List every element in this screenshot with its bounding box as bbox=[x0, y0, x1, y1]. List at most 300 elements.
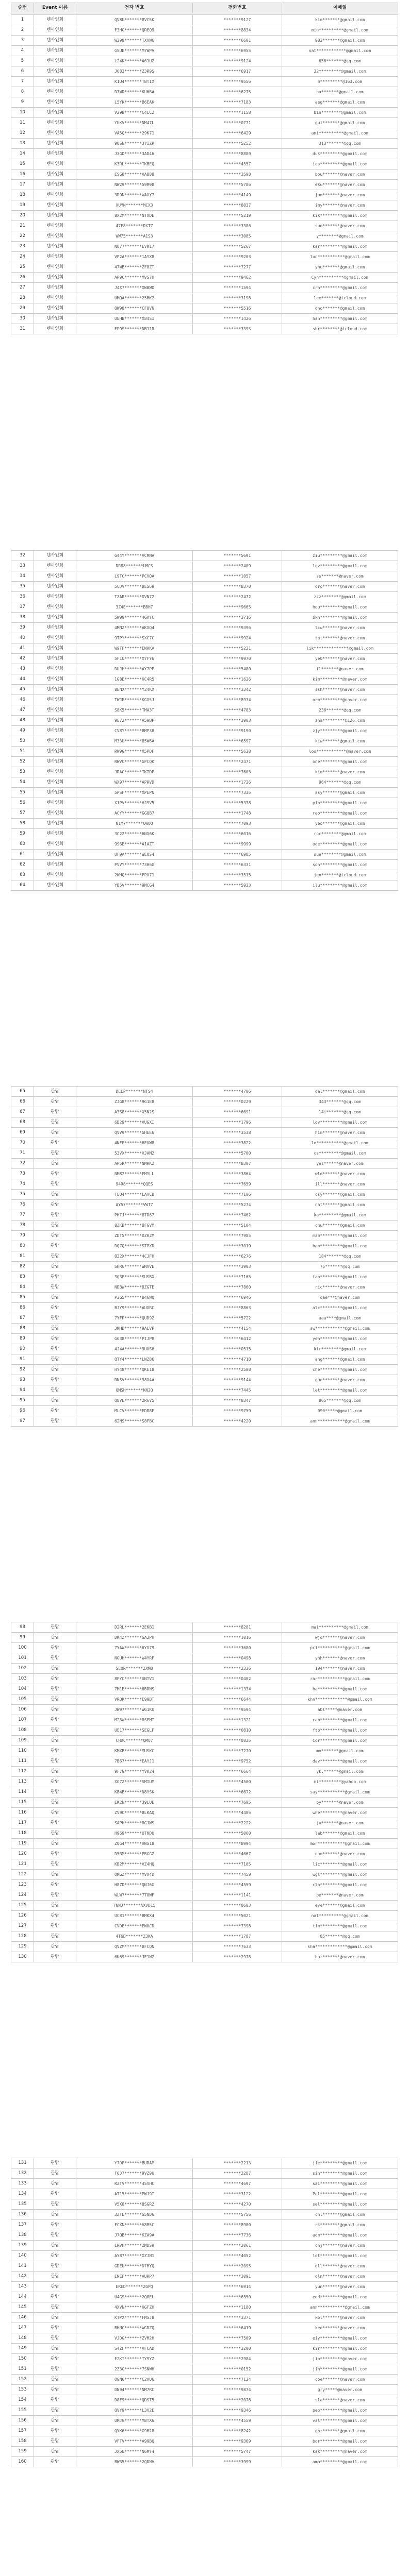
table-cell[interactable]: ama*********@gmail.com bbox=[282, 2457, 398, 2467]
table-cell[interactable]: 19 bbox=[11, 200, 34, 211]
table-cell[interactable]: 관람 bbox=[34, 1705, 76, 1715]
table-cell[interactable]: *******2472 bbox=[193, 592, 282, 602]
table-cell[interactable]: 39 bbox=[11, 623, 34, 633]
table-cell[interactable]: 텐사인회 bbox=[34, 128, 76, 139]
table-cell[interactable]: ye0*******@naver.com bbox=[282, 654, 398, 664]
table-cell[interactable]: 56 bbox=[11, 798, 34, 808]
table-cell[interactable]: 관람 bbox=[34, 1849, 76, 1859]
table-cell[interactable]: *******0229 bbox=[193, 1097, 282, 1107]
table-cell[interactable]: 관람 bbox=[34, 2199, 76, 2210]
table-cell[interactable]: AP9C*******MVS7H bbox=[76, 273, 193, 283]
table-cell[interactable]: let*********@gmail.com bbox=[282, 1385, 398, 1396]
table-cell[interactable]: 1G8E*******KC4R5 bbox=[76, 674, 193, 685]
table-cell[interactable]: 관람 bbox=[34, 1715, 76, 1725]
table-cell[interactable]: Y7DF*******BURAM bbox=[76, 2158, 193, 2168]
table-cell[interactable]: *******7659 bbox=[193, 1179, 282, 1190]
table-cell[interactable]: NGUH*******W4YRF bbox=[76, 1653, 193, 1664]
table-cell[interactable]: ssh*******@naver.com bbox=[282, 685, 398, 695]
table-cell[interactable]: *******3393 bbox=[193, 324, 282, 334]
table-cell[interactable]: 관람 bbox=[34, 1117, 76, 1128]
table-cell[interactable]: 텐사인회 bbox=[34, 685, 76, 695]
table-cell[interactable]: 텐사인회 bbox=[34, 159, 76, 170]
table-cell[interactable]: nat*******@gmail.com bbox=[282, 1200, 398, 1210]
table-cell[interactable]: 텐사인회 bbox=[34, 211, 76, 221]
table-cell[interactable]: 5PSF*******XPEPN bbox=[76, 788, 193, 798]
table-cell[interactable]: ann***********@gmail.com bbox=[282, 2302, 398, 2313]
table-cell[interactable]: 59 bbox=[11, 829, 34, 839]
table-cell[interactable]: GG38*******PIJPR bbox=[76, 1334, 193, 1344]
table-cell[interactable]: 관람 bbox=[34, 1787, 76, 1798]
table-cell[interactable]: QV8U*******8VC5K bbox=[76, 15, 193, 25]
table-cell[interactable]: *******2471 bbox=[193, 757, 282, 767]
table-cell[interactable]: 관람 bbox=[34, 2241, 76, 2251]
table-cell[interactable]: ani**********@gmail.com bbox=[282, 128, 398, 139]
table-cell[interactable]: pep*********@gmail.com bbox=[282, 2405, 398, 2416]
table-cell[interactable]: DK4Z*******GA2PH bbox=[76, 1633, 193, 1643]
table-cell[interactable]: 관람 bbox=[34, 1087, 76, 1097]
table-cell[interactable]: 130 bbox=[11, 1952, 34, 1962]
table-cell[interactable]: L9TC*******PCVQA bbox=[76, 571, 193, 582]
table-cell[interactable]: hou*********@gmail.com bbox=[282, 602, 398, 613]
table-cell[interactable]: 텐사인회 bbox=[34, 252, 76, 262]
table-cell[interactable]: kbl*******@naver.com bbox=[282, 2313, 398, 2323]
table-cell[interactable]: *******9462 bbox=[193, 273, 282, 283]
table-cell[interactable]: 텐사인회 bbox=[34, 747, 76, 757]
table-cell[interactable]: *******4149 bbox=[193, 190, 282, 200]
table-cell[interactable]: *******0771 bbox=[193, 118, 282, 128]
table-cell[interactable]: 38 bbox=[11, 613, 34, 623]
table-cell[interactable]: 20 bbox=[11, 211, 34, 221]
table-cell[interactable]: imy*******@naver.com bbox=[282, 200, 398, 211]
table-cell[interactable]: ESG8*******VAB88 bbox=[76, 170, 193, 180]
table-cell[interactable]: *******4706 bbox=[193, 1087, 282, 1097]
table-cell[interactable]: AP5R*******NMRK2 bbox=[76, 1159, 193, 1169]
table-cell[interactable]: zzz********@gmail.com bbox=[282, 592, 398, 602]
table-cell[interactable]: 47WB*******ZF8ZT bbox=[76, 262, 193, 273]
table-cell[interactable]: *******6275 bbox=[193, 87, 282, 97]
table-cell[interactable]: eve*******@gmail.com bbox=[282, 1901, 398, 1911]
table-cell[interactable]: 관람 bbox=[34, 2333, 76, 2344]
table-cell[interactable]: *******0515 bbox=[193, 1344, 282, 1354]
table-cell[interactable]: 관람 bbox=[34, 2292, 76, 2302]
table-cell[interactable]: nat************@gmail.com bbox=[282, 46, 398, 56]
table-cell[interactable]: 관람 bbox=[34, 2364, 76, 2375]
table-cell[interactable]: *******9346 bbox=[193, 2405, 282, 2416]
table-cell[interactable]: F3HG*******QREQ9 bbox=[76, 25, 193, 36]
table-cell[interactable]: 3 bbox=[11, 36, 34, 46]
table-cell[interactable]: 10 bbox=[11, 108, 34, 118]
table-cell[interactable]: 64 bbox=[11, 880, 34, 891]
table-cell[interactable]: 70 bbox=[11, 1138, 34, 1148]
table-cell[interactable]: 텐사인회 bbox=[34, 66, 76, 77]
table-cell[interactable]: 4T6D*******Z3KA bbox=[76, 1931, 193, 1942]
table-cell[interactable]: WX97*******APRVD bbox=[76, 777, 193, 788]
table-cell[interactable]: 5W99*******4GAYC bbox=[76, 613, 193, 623]
table-cell[interactable]: bin********@gmail.com bbox=[282, 108, 398, 118]
table-cell[interactable]: mai**********@gmail.com bbox=[282, 1622, 398, 1633]
table-cell[interactable]: 11 bbox=[11, 118, 34, 128]
table-cell[interactable]: 관람 bbox=[34, 2168, 76, 2179]
table-cell[interactable]: 텐사인회 bbox=[34, 561, 76, 571]
table-cell[interactable]: ju*******@naver.com bbox=[282, 1818, 398, 1828]
table-cell[interactable]: *******9369 bbox=[193, 2436, 282, 2447]
table-cell[interactable]: AY87*******XZJN1 bbox=[76, 2251, 193, 2261]
table-cell[interactable]: *******1180 bbox=[193, 2302, 282, 2313]
table-cell[interactable]: *******2222 bbox=[193, 1818, 282, 1828]
table-cell[interactable]: KTPX*******FMSJ8 bbox=[76, 2313, 193, 2323]
table-cell[interactable]: ZDT5*******DZH2M bbox=[76, 1231, 193, 1241]
table-cell[interactable]: 텐사인회 bbox=[34, 798, 76, 808]
table-cell[interactable]: *******2336 bbox=[193, 1664, 282, 1674]
table-cell[interactable]: tan*********@gmail.com bbox=[282, 1272, 398, 1282]
table-cell[interactable]: lo***********@gmail.com bbox=[282, 1138, 398, 1148]
table-cell[interactable]: *******1787 bbox=[193, 1931, 282, 1942]
table-cell[interactable]: 관람 bbox=[34, 1756, 76, 1767]
table-cell[interactable]: 123 bbox=[11, 1880, 34, 1890]
table-cell[interactable]: 81 bbox=[11, 1251, 34, 1262]
table-cell[interactable]: *******0810 bbox=[193, 1725, 282, 1736]
table-cell[interactable]: 관람 bbox=[34, 2375, 76, 2385]
table-cell[interactable]: *******7462 bbox=[193, 1210, 282, 1221]
table-cell[interactable]: gui*******@gmail.com bbox=[282, 118, 398, 128]
table-cell[interactable]: 관람 bbox=[34, 2179, 76, 2189]
table-cell[interactable]: him*******@naver.com bbox=[282, 1128, 398, 1138]
table-cell[interactable]: 9QSN*******3YIZR bbox=[76, 139, 193, 149]
table-cell[interactable]: NM82*******FMYLL bbox=[76, 1169, 193, 1179]
table-cell[interactable]: 22 bbox=[11, 231, 34, 242]
table-cell[interactable]: dll*******@naver.com bbox=[282, 2261, 398, 2272]
table-cell[interactable]: 106 bbox=[11, 1705, 34, 1715]
table-cell[interactable]: XG7Z*******SMIUM bbox=[76, 1777, 193, 1787]
table-cell[interactable]: S8K5*******TMA3T bbox=[76, 705, 193, 716]
table-cell[interactable]: *******0402 bbox=[193, 1674, 282, 1684]
table-cell[interactable]: 27 bbox=[11, 283, 34, 293]
table-cell[interactable]: mor***********@gmail.com bbox=[282, 1839, 398, 1849]
table-cell[interactable]: 154 bbox=[11, 2395, 34, 2405]
table-cell[interactable]: *******4783 bbox=[193, 705, 282, 716]
table-cell[interactable]: 7YFP*******QUD9Z bbox=[76, 1313, 193, 1324]
table-cell[interactable]: shr********@icloud.com bbox=[282, 324, 398, 334]
table-cell[interactable]: *******5021 bbox=[193, 1911, 282, 1921]
table-cell[interactable]: 관람 bbox=[34, 1890, 76, 1901]
table-cell[interactable]: 관람 bbox=[34, 1746, 76, 1756]
table-cell[interactable]: 관람 bbox=[34, 2323, 76, 2333]
table-cell[interactable]: *******8994 bbox=[193, 1839, 282, 1849]
table-cell[interactable]: 관람 bbox=[34, 1097, 76, 1107]
table-cell[interactable]: *******4718 bbox=[193, 1354, 282, 1365]
table-cell[interactable]: eku*******@naver.com bbox=[282, 180, 398, 190]
table-cell[interactable]: 133 bbox=[11, 2179, 34, 2189]
table-cell[interactable]: L5YK*******B6EAK bbox=[76, 97, 193, 108]
table-cell[interactable]: 텐사인회 bbox=[34, 231, 76, 242]
table-cell[interactable]: 관람 bbox=[34, 2457, 76, 2467]
table-cell[interactable]: 텐사인회 bbox=[34, 242, 76, 252]
table-cell[interactable]: ZV9C*******8LKAQ bbox=[76, 1808, 193, 1818]
table-cell[interactable]: ha**********@gmail.com bbox=[282, 1684, 398, 1694]
table-cell[interactable]: *******2095 bbox=[193, 2261, 282, 2272]
table-cell[interactable]: *******5722 bbox=[193, 1313, 282, 1324]
table-cell[interactable]: 관람 bbox=[34, 1808, 76, 1818]
table-cell[interactable]: NU77*******EVK17 bbox=[76, 242, 193, 252]
table-cell[interactable]: 관람 bbox=[34, 1282, 76, 1293]
table-cell[interactable]: WW75*******A1S3 bbox=[76, 231, 193, 242]
table-cell[interactable]: 관람 bbox=[34, 2405, 76, 2416]
table-cell[interactable]: 관람 bbox=[34, 1262, 76, 1272]
table-cell[interactable]: QTY4*******LWZ86 bbox=[76, 1354, 193, 1365]
table-cell[interactable]: *******7985 bbox=[193, 1231, 282, 1241]
table-cell[interactable]: lun***********@gmail.com bbox=[282, 252, 398, 262]
table-cell[interactable]: 100 bbox=[11, 1643, 34, 1653]
table-cell[interactable]: 96 bbox=[11, 1406, 34, 1416]
table-cell[interactable]: H969*******UTKDU bbox=[76, 1828, 193, 1839]
table-cell[interactable]: *******7633 bbox=[193, 1942, 282, 1952]
table-cell[interactable]: *******2409 bbox=[193, 561, 282, 571]
table-cell[interactable]: *******7124 bbox=[193, 2375, 282, 2385]
table-cell[interactable]: sue********@gmail.com bbox=[282, 850, 398, 860]
table-cell[interactable]: oro*******@naver.com bbox=[282, 582, 398, 592]
table-cell[interactable]: 75 bbox=[11, 1190, 34, 1200]
table-cell[interactable]: LRVH*******ZMDS9 bbox=[76, 2241, 193, 2251]
table-cell[interactable]: 117 bbox=[11, 1818, 34, 1828]
table-cell[interactable]: Cor*********@gmail.com bbox=[282, 1736, 398, 1746]
table-cell[interactable]: *******4270 bbox=[193, 2199, 282, 2210]
table-cell[interactable]: *******2508 bbox=[193, 1365, 282, 1375]
table-cell[interactable]: PVVY*******73H6G bbox=[76, 860, 193, 870]
table-cell[interactable]: jen*******@icloud.com bbox=[282, 870, 398, 880]
table-cell[interactable]: 110 bbox=[11, 1746, 34, 1756]
table-cell[interactable]: 67 bbox=[11, 1107, 34, 1117]
table-cell[interactable]: F637*******9VZ9U bbox=[76, 2168, 193, 2179]
table-cell[interactable]: 5CDV*******8ES69 bbox=[76, 582, 193, 592]
table-cell[interactable]: kak*********@naver.com bbox=[282, 2447, 398, 2457]
table-cell[interactable]: 텐사인회 bbox=[34, 870, 76, 880]
table-cell[interactable]: ZJG8*******9G1E8 bbox=[76, 1097, 193, 1107]
table-cell[interactable]: *******4667 bbox=[193, 1849, 282, 1859]
table-cell[interactable]: 9F7G*******YVH24 bbox=[76, 1767, 193, 1777]
table-cell[interactable]: kee*******@naver.com bbox=[282, 2323, 398, 2333]
table-cell[interactable]: 관람 bbox=[34, 1293, 76, 1303]
table-cell[interactable]: *******5267 bbox=[193, 242, 282, 252]
table-cell[interactable]: 관람 bbox=[34, 2220, 76, 2230]
table-cell[interactable]: *******1057 bbox=[193, 571, 282, 582]
table-cell[interactable]: 관람 bbox=[34, 1942, 76, 1952]
table-cell[interactable]: *******3598 bbox=[193, 170, 282, 180]
table-cell[interactable]: 텐사인회 bbox=[34, 819, 76, 829]
table-cell[interactable]: 2WHQ*******FPV71 bbox=[76, 870, 193, 880]
table-cell[interactable]: ss*******@naver.com bbox=[282, 571, 398, 582]
table-cell[interactable]: 관람 bbox=[34, 2261, 76, 2272]
table-cell[interactable]: nat**********@gmail.com bbox=[282, 1911, 398, 1921]
table-cell[interactable]: one*********@gmail.com bbox=[282, 757, 398, 767]
table-cell[interactable]: *******5747 bbox=[193, 2447, 282, 2457]
table-cell[interactable]: jie*********@gmail.com bbox=[282, 2158, 398, 2168]
table-cell[interactable]: sw************@gmail.com bbox=[282, 1324, 398, 1334]
table-cell[interactable]: *******4559 bbox=[193, 2416, 282, 2426]
table-cell[interactable]: *******9970 bbox=[193, 654, 282, 664]
table-cell[interactable]: 텐사인회 bbox=[34, 551, 76, 561]
table-cell[interactable]: *******3019 bbox=[193, 1241, 282, 1251]
table-cell[interactable]: *******1016 bbox=[193, 1633, 282, 1643]
table-cell[interactable]: 관람 bbox=[34, 1736, 76, 1746]
table-cell[interactable]: *******0835 bbox=[193, 1736, 282, 1746]
table-cell[interactable]: sin*********@gmail.com bbox=[282, 2168, 398, 2179]
table-cell[interactable]: 텐사인회 bbox=[34, 767, 76, 777]
table-cell[interactable]: min**********@gmail.com bbox=[282, 25, 398, 36]
table-cell[interactable]: V29B*******C4LC2 bbox=[76, 108, 193, 118]
table-cell[interactable]: *******6672 bbox=[193, 1787, 282, 1798]
table-cell[interactable]: 105 bbox=[11, 1694, 34, 1705]
table-cell[interactable]: 111 bbox=[11, 1756, 34, 1767]
table-cell[interactable]: F2KT*******TY9YZ bbox=[76, 2354, 193, 2364]
table-cell[interactable]: 25 bbox=[11, 262, 34, 273]
table-cell[interactable]: adm*********@gmail.com bbox=[282, 2230, 398, 2241]
table-cell[interactable]: rk********@gmail.com bbox=[282, 2220, 398, 2230]
table-cell[interactable]: crh*********@gmail.com bbox=[282, 283, 398, 293]
table-cell[interactable]: *******7695 bbox=[193, 1798, 282, 1808]
table-cell[interactable]: 텐사인회 bbox=[34, 324, 76, 334]
table-cell[interactable]: DQ7Q*******STPXD bbox=[76, 1241, 193, 1251]
table-cell[interactable]: 텐사인회 bbox=[34, 788, 76, 798]
table-cell[interactable]: 137 bbox=[11, 2220, 34, 2230]
table-cell[interactable]: 2 bbox=[11, 25, 34, 36]
table-cell[interactable]: 관람 bbox=[34, 1128, 76, 1138]
table-cell[interactable]: 12 bbox=[11, 128, 34, 139]
table-cell[interactable]: N1M7*******6WQQ bbox=[76, 819, 193, 829]
table-cell[interactable]: 관람 bbox=[34, 1684, 76, 1694]
table-cell[interactable]: 관람 bbox=[34, 1818, 76, 1828]
table-cell[interactable]: *******9190 bbox=[193, 726, 282, 736]
table-cell[interactable]: lab*******@gmail.com bbox=[282, 1828, 398, 1839]
table-cell[interactable]: 관람 bbox=[34, 1911, 76, 1921]
table-cell[interactable]: 103 bbox=[11, 1674, 34, 1684]
table-cell[interactable]: 관람 bbox=[34, 2230, 76, 2241]
table-cell[interactable]: ode*********@gmail.com bbox=[282, 839, 398, 850]
table-cell[interactable]: 92 bbox=[11, 1365, 34, 1375]
table-cell[interactable]: DELP*******NTS4 bbox=[76, 1087, 193, 1097]
table-cell[interactable]: M23W*******8SEMT bbox=[76, 1715, 193, 1725]
table-cell[interactable]: QVV9*******GHEE6 bbox=[76, 1128, 193, 1138]
table-cell[interactable]: *******7603 bbox=[193, 767, 282, 777]
table-cell[interactable]: *******3198 bbox=[193, 293, 282, 303]
table-cell[interactable]: 157 bbox=[11, 2426, 34, 2436]
table-cell[interactable]: khn*************@gmail.com bbox=[282, 1694, 398, 1705]
table-cell[interactable]: 52 bbox=[11, 757, 34, 767]
table-cell[interactable]: 관람 bbox=[34, 1777, 76, 1787]
table-cell[interactable]: yk.******@gmail.com bbox=[282, 1767, 398, 1777]
table-cell[interactable]: 텐사인회 bbox=[34, 716, 76, 726]
table-cell[interactable]: 텐사인회 bbox=[34, 97, 76, 108]
table-cell[interactable]: *******2287 bbox=[193, 2168, 282, 2179]
table-cell[interactable]: AT15*******PWJ9T bbox=[76, 2189, 193, 2199]
table-cell[interactable]: K1U4*******TBTIX bbox=[76, 77, 193, 87]
table-cell[interactable]: 텐사인회 bbox=[34, 15, 76, 25]
table-cell[interactable]: ziu*********@gmail.com bbox=[282, 551, 398, 561]
table-cell[interactable]: 156 bbox=[11, 2416, 34, 2426]
table-cell[interactable]: *******5628 bbox=[193, 747, 282, 757]
table-cell[interactable]: y********@gmail.com bbox=[282, 231, 398, 242]
table-cell[interactable]: 텐사인회 bbox=[34, 118, 76, 128]
table-cell[interactable]: BJY9*******AUXRC bbox=[76, 1303, 193, 1313]
table-cell[interactable]: NDBW*******8ZGTE bbox=[76, 1282, 193, 1293]
table-cell[interactable]: QMGZ*******MVX4D bbox=[76, 1870, 193, 1880]
table-cell[interactable]: K3RL*******TKBEQ bbox=[76, 159, 193, 170]
table-cell[interactable]: abl*****@naver.com bbox=[282, 1705, 398, 1715]
table-cell[interactable]: 76 bbox=[11, 1200, 34, 1210]
table-cell[interactable]: say***********@gmail.com bbox=[282, 1787, 398, 1798]
table-cell[interactable]: 텐사인회 bbox=[34, 860, 76, 870]
table-cell[interactable]: *******3903 bbox=[193, 1262, 282, 1272]
table-cell[interactable]: bor*********@gmail.com bbox=[282, 2436, 398, 2447]
table-cell[interactable]: kir********@gmail.com bbox=[282, 1344, 398, 1354]
col-header-ticket[interactable]: 전자 번호 bbox=[76, 3, 193, 13]
table-cell[interactable]: *******6914 bbox=[193, 2282, 282, 2292]
table-cell[interactable]: yun*******@naver.com bbox=[282, 2282, 398, 2292]
table-cell[interactable]: *******3680 bbox=[193, 1643, 282, 1653]
table-cell[interactable]: 343*******@qq.com bbox=[282, 1097, 398, 1107]
table-cell[interactable]: *******7736 bbox=[193, 2230, 282, 2241]
table-cell[interactable]: 관람 bbox=[34, 1901, 76, 1911]
table-cell[interactable]: mo*******@gmail.com bbox=[282, 1746, 398, 1756]
table-cell[interactable]: V5X8*******8SGRZ bbox=[76, 2199, 193, 2210]
table-cell[interactable]: 텐사인회 bbox=[34, 643, 76, 654]
table-cell[interactable]: har*******@naver.com bbox=[282, 1952, 398, 1962]
table-cell[interactable]: 텐사인회 bbox=[34, 850, 76, 860]
table-cell[interactable]: ilu*********@gmail.com bbox=[282, 880, 398, 891]
table-cell[interactable]: mi*********@yahoo.com bbox=[282, 1777, 398, 1787]
table-cell[interactable]: 75*******@qq.com bbox=[282, 1262, 398, 1272]
table-cell[interactable]: QW98*******CF8VN bbox=[76, 303, 193, 314]
table-cell[interactable]: 129 bbox=[11, 1942, 34, 1952]
table-cell[interactable]: zha*********@126.com bbox=[282, 716, 398, 726]
table-cell[interactable]: JX5N*******N6MY4 bbox=[76, 2447, 193, 2457]
table-cell[interactable]: U4GS*******2Q8EL bbox=[76, 2292, 193, 2302]
table-cell[interactable]: 158 bbox=[11, 2436, 34, 2447]
table-cell[interactable]: 관람 bbox=[34, 1798, 76, 1808]
table-cell[interactable]: *******3999 bbox=[193, 2457, 282, 2467]
table-cell[interactable]: *******6601 bbox=[193, 36, 282, 46]
table-cell[interactable]: tnt*******@naver.com bbox=[282, 633, 398, 643]
table-cell[interactable]: RW9G*******X5PDF bbox=[76, 747, 193, 757]
table-cell[interactable]: 7NNJ*******AXVD15 bbox=[76, 1901, 193, 1911]
table-cell[interactable]: *******6644 bbox=[193, 1694, 282, 1705]
table-cell[interactable]: 텐사인회 bbox=[34, 200, 76, 211]
table-cell[interactable]: QMSH*******KN2Q bbox=[76, 1385, 193, 1396]
table-cell[interactable]: clo*********@gmail.com bbox=[282, 1880, 398, 1890]
table-cell[interactable]: ka*********@gmail.com bbox=[282, 1210, 398, 1221]
table-cell[interactable]: 텐사인회 bbox=[34, 190, 76, 200]
table-cell[interactable]: 32*********@gmail.com bbox=[282, 66, 398, 77]
table-cell[interactable]: 7YAW*******6YV79 bbox=[76, 1643, 193, 1653]
table-cell[interactable]: D7WD*******KUHBA bbox=[76, 87, 193, 97]
table-cell[interactable]: 40 bbox=[11, 633, 34, 643]
table-cell[interactable]: alc*********@gmail.com bbox=[282, 1303, 398, 1313]
table-cell[interactable]: W9TF*******EWAKA bbox=[76, 643, 193, 654]
table-cell[interactable]: 3ZTE*******G5ND6 bbox=[76, 2210, 193, 2220]
table-cell[interactable]: 3MHD*******9ALVP bbox=[76, 1324, 193, 1334]
table-cell[interactable]: 텐사인회 bbox=[34, 808, 76, 819]
table-cell[interactable]: UMJG*******M8TX6 bbox=[76, 2416, 193, 2426]
table-cell[interactable]: 138 bbox=[11, 2230, 34, 2241]
table-cell[interactable]: sun*******@naver.com bbox=[282, 221, 398, 231]
table-cell[interactable]: 54 bbox=[11, 777, 34, 788]
table-cell[interactable]: ghr*******@gmail.com bbox=[282, 2426, 398, 2436]
table-cell[interactable]: han*********@gmail.com bbox=[282, 1241, 398, 1251]
table-cell[interactable]: ENEF*******AURP7 bbox=[76, 2272, 193, 2282]
table-cell[interactable]: rab*********@gmail.com bbox=[282, 1715, 398, 1725]
table-cell[interactable]: *******6412 bbox=[193, 1334, 282, 1344]
table-cell[interactable]: 140 bbox=[11, 2251, 34, 2261]
table-cell[interactable]: ftb*********@gmail.com bbox=[282, 1725, 398, 1736]
